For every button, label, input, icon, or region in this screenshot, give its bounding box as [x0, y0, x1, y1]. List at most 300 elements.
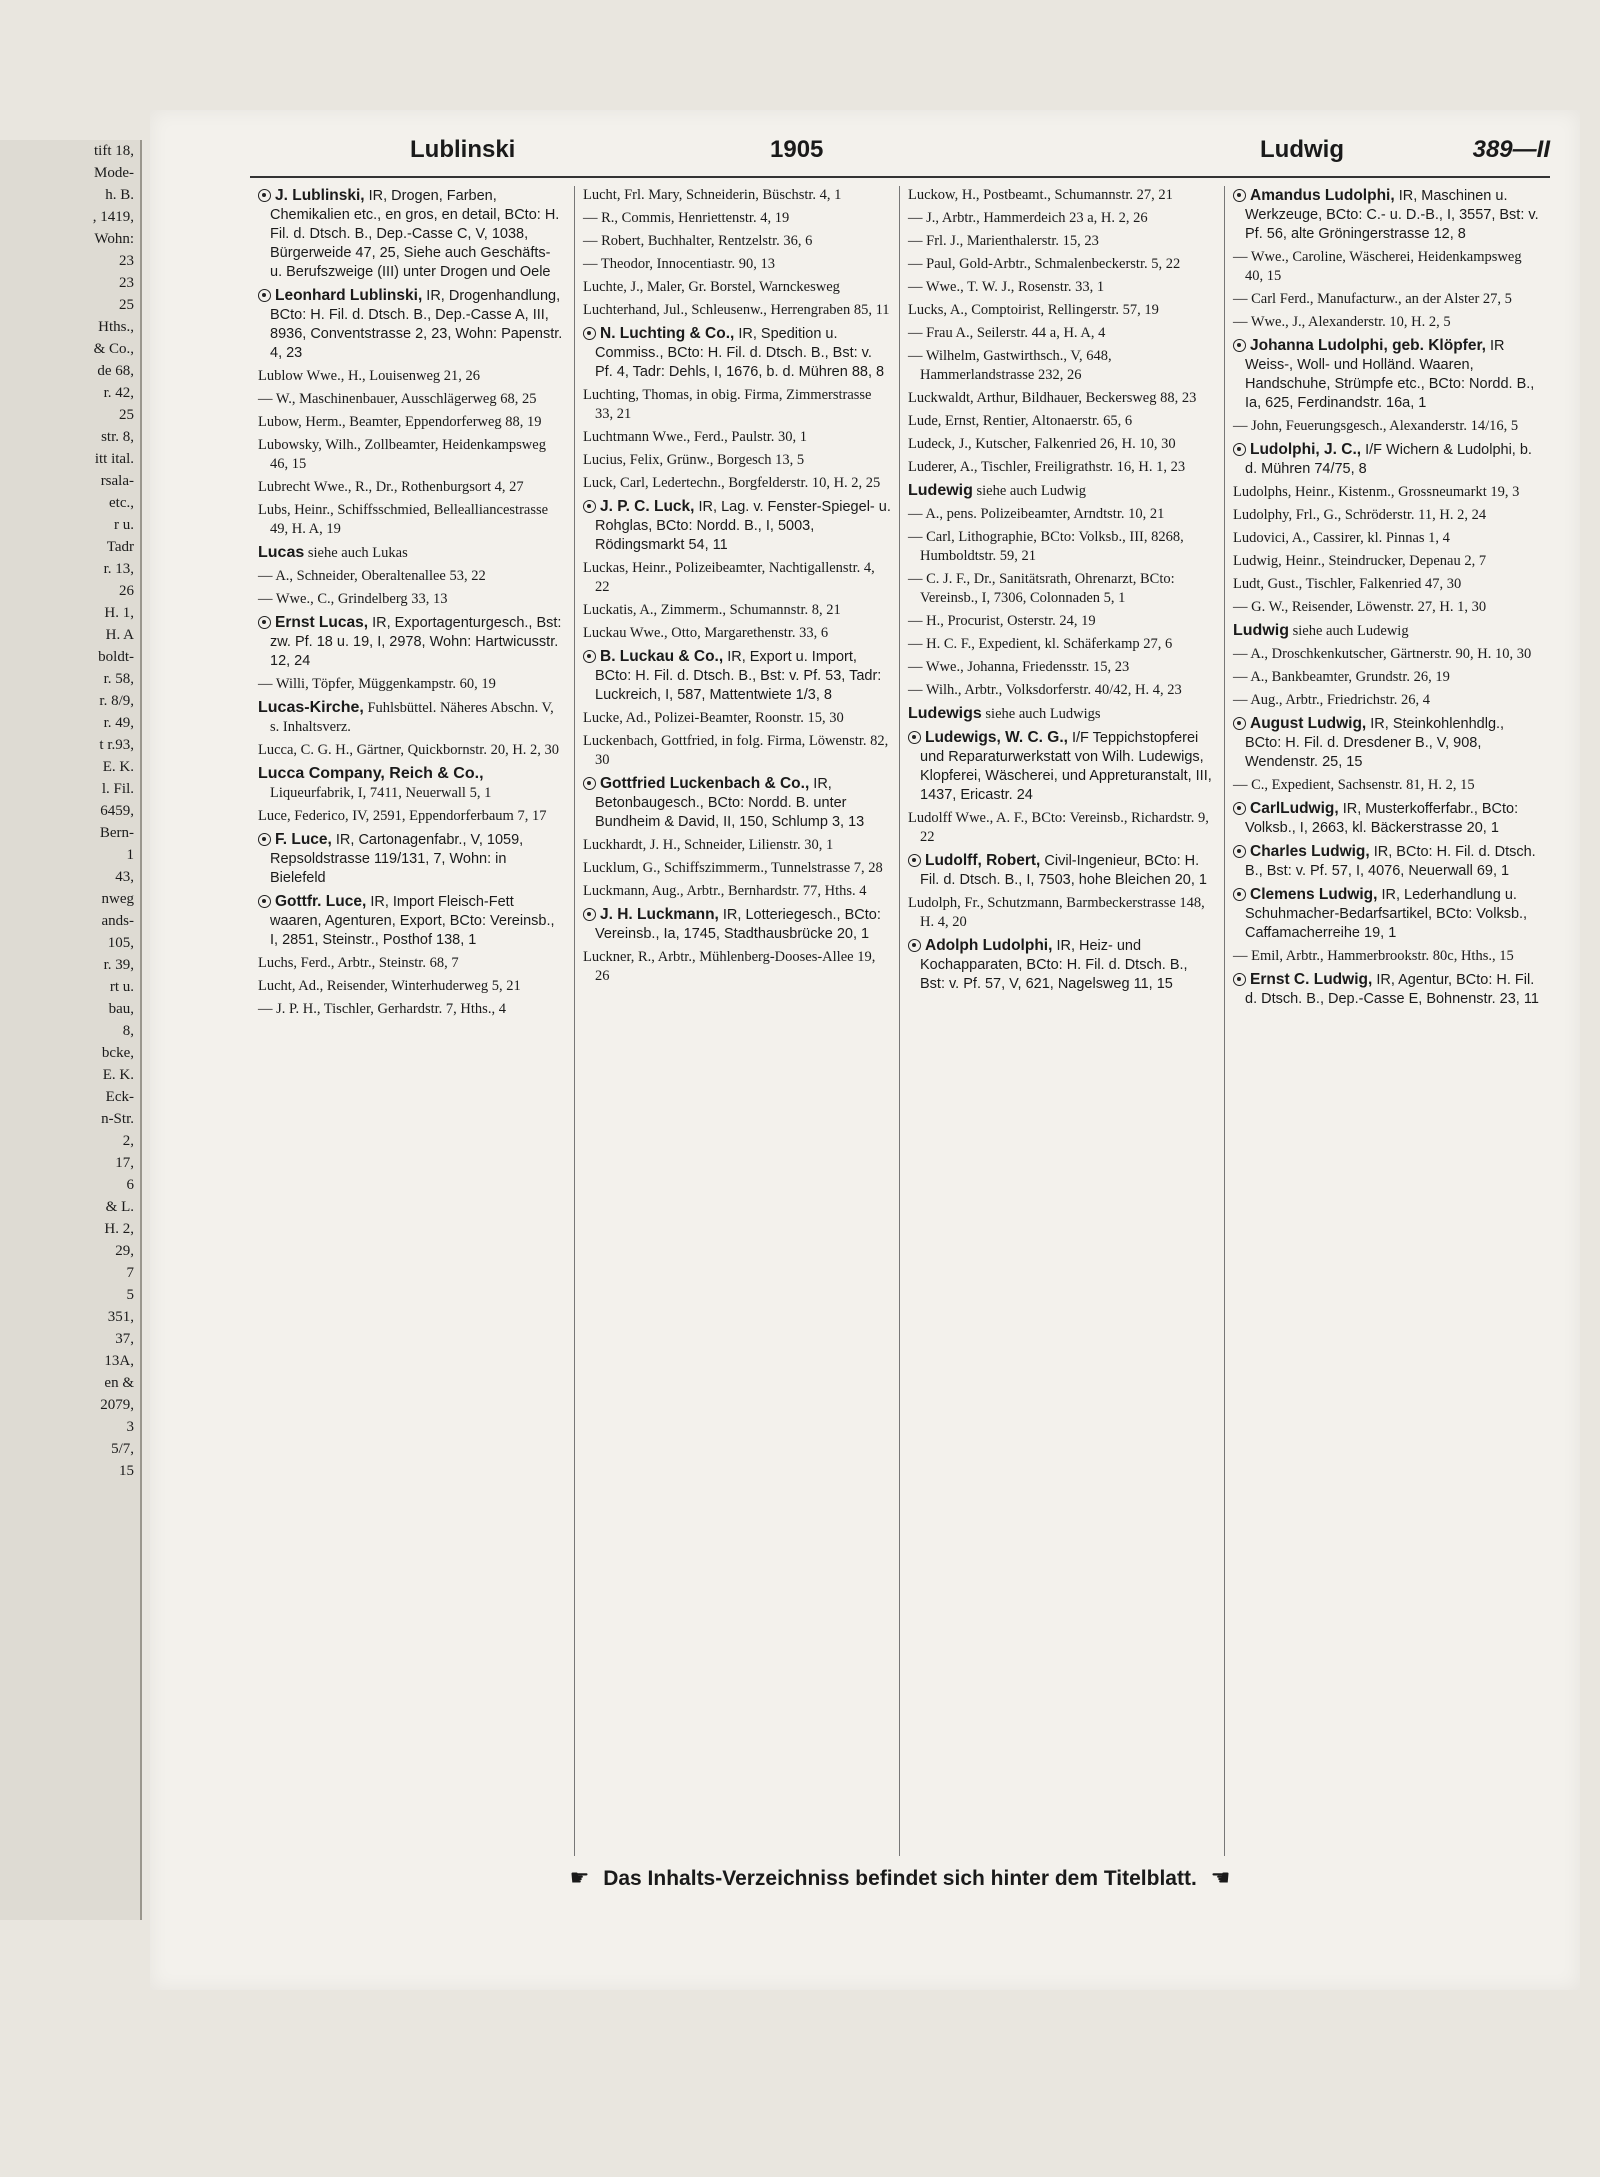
registered-firm-icon	[1233, 189, 1246, 202]
entry-details: Lubs, Heinr., Schiffsschmied, Bellealliancestrasse 49, H. A, 19	[258, 502, 549, 537]
directory-entry	[908, 278, 1216, 297]
directory-entry	[258, 390, 566, 409]
entry-details: Ludolphs, Heinr., Kistenm., Grossneumarkt 19, 3	[1233, 484, 1520, 500]
directory-entry	[258, 1000, 566, 1019]
directory-entry	[908, 458, 1216, 477]
entry-details: Luchterhand, Jul., Schleusenw., Herrengraben 85, 11	[583, 302, 890, 318]
margin-fragment: Hths.,	[98, 319, 134, 335]
directory-entry	[583, 709, 891, 728]
entry-name: Gottfried Luckenbach & Co.,	[600, 775, 810, 792]
entry-name: Lucas-Kirche,	[258, 699, 364, 716]
page-header	[250, 136, 1550, 178]
entry-details: IR Weiss-, Woll- und Holländ. Waaren, Handschuhe, Strümpfe etc., BCto: Nordd. B., Ia, 625, Ferdinandstr. 16a, 1	[1245, 338, 1535, 411]
registered-firm-icon	[258, 616, 271, 629]
directory-entry	[258, 436, 566, 474]
entry-details: IR, Heiz- und Kochapparaten, BCto: H. Fil. d. Dtsch. B., Bst: v. Pf. 57, V, 621, Nagelsweg 11, 15	[920, 938, 1188, 992]
margin-fragment: 105,	[107, 935, 134, 951]
entry-details: siehe auch Lukas	[307, 545, 408, 561]
directory-entry	[583, 301, 891, 320]
directory-entry	[583, 232, 891, 251]
directory-entry	[1233, 668, 1542, 687]
margin-fragment: t r.93,	[99, 737, 134, 753]
entry-details: Fuhlsbüttel. Näheres Abschn. V, s. Inhaltsverz.	[270, 700, 554, 735]
entry-details: — A., Bankbeamter, Grundstr. 26, 19	[1233, 669, 1450, 685]
entry-details: Lucca, C. G. H., Gärtner, Quickbornstr. 20, H. 2, 30	[258, 742, 560, 758]
margin-fragment: 6	[126, 1177, 134, 1193]
directory-entry	[1233, 506, 1542, 525]
entry-details: Lude, Ernst, Rentier, Altonaerstr. 65, 6	[908, 413, 1133, 429]
margin-fragment: Mode-	[94, 165, 134, 181]
directory-entry	[583, 624, 891, 643]
entry-details: I/F Wichern & Ludolphi, b. d. Mühren 74/75, 8	[1245, 442, 1532, 477]
firm-entry	[258, 892, 566, 950]
directory-entry	[258, 590, 566, 609]
margin-fragment: n-Str.	[101, 1111, 134, 1127]
entry-details: IR, Exportagenturgesch., Bst: zw. Pf. 18 u. 19, I, 2978, Wohn: Hartwicusstr. 12, 24	[270, 615, 562, 669]
directory-entry	[1233, 290, 1542, 309]
section-heading-entry	[258, 764, 566, 803]
directory-entry	[1233, 691, 1542, 710]
entry-name: J. H. Luckmann,	[600, 906, 719, 923]
entry-details: — R., Commis, Henriettenstr. 4, 19	[583, 210, 790, 226]
entry-name: J. Lublinski,	[275, 187, 365, 204]
margin-fragment: E. K.	[102, 759, 134, 775]
entry-details: — Willi, Töpfer, Müggenkampstr. 60, 19	[258, 676, 496, 692]
entry-details: IR, Export u. Import, BCto: H. Fil. d. Dtsch. B., Bst: v. Pf. 53, Tadr: Luckreich, I, 587, Mattentwiete 1/3, 8	[595, 649, 882, 703]
margin-fragment: Wohn:	[94, 231, 134, 247]
entry-details: — Wwe., Johanna, Friedensstr. 15, 23	[908, 659, 1130, 675]
section-heading-entry	[908, 704, 1216, 724]
directory-entry	[583, 732, 891, 770]
entry-details: — H., Procurist, Osterstr. 24, 19	[908, 613, 1096, 629]
registered-firm-icon	[1233, 845, 1246, 858]
entry-details: Lucius, Felix, Grünw., Borgesch 13, 5	[583, 452, 805, 468]
entry-name: Lucca Company, Reich & Co.,	[258, 765, 484, 782]
registered-firm-icon	[1233, 973, 1246, 986]
entry-details: IR, Agentur, BCto: H. Fil. d. Dtsch. B., Dep.-Casse E, Bohnenstr. 23, 11	[1245, 972, 1539, 1007]
margin-fragment: 13A,	[104, 1353, 134, 1369]
directory-entry	[908, 347, 1216, 385]
entry-details: Lubrecht Wwe., R., Dr., Rothenburgsort 4, 27	[258, 479, 524, 495]
entry-details: IR, BCto: H. Fil. d. Dtsch. B., Bst: v. Pf. 57, I, 4076, Neuerwall 69, 1	[1245, 844, 1536, 879]
directory-entry	[1233, 529, 1542, 548]
entry-details: I/F Teppichstopferei und Reparaturwerkstatt von Wilh. Ludewigs, Klopferei, Wäscherei, und Appreturanstalt, III, 1437, Ericastr. 24	[920, 730, 1212, 803]
entry-name: August Ludwig,	[1250, 715, 1367, 732]
pointing-hand-left-icon: ☚	[1210, 1866, 1231, 1891]
directory-entry	[908, 301, 1216, 320]
directory-entry	[908, 255, 1216, 274]
entry-details: — Paul, Gold-Arbtr., Schmalenbeckerstr. 5, 22	[908, 256, 1181, 272]
margin-fragment: 5	[126, 1287, 134, 1303]
directory-entry	[908, 412, 1216, 431]
entry-details: IR, Import Fleisch-Fett waaren, Agenturen, Export, BCto: Vereinsb., I, 2851, Steinstr., Posthof 138, 1	[270, 894, 555, 948]
directory-entry	[583, 836, 891, 855]
directory-entry	[258, 807, 566, 826]
margin-fragment: r. 39,	[103, 957, 134, 973]
margin-fragment: rsala-	[100, 473, 134, 489]
entry-details: — Emil, Arbtr., Hammerbrookstr. 80c, Hths., 15	[1233, 948, 1514, 964]
directory-entry	[583, 859, 891, 878]
entry-name: F. Luce,	[275, 831, 332, 848]
previous-page-margin-strip	[0, 140, 142, 1920]
margin-fragment: r u.	[114, 517, 134, 533]
entry-details: — Theodor, Innocentiastr. 90, 13	[583, 256, 776, 272]
directory-entry	[908, 209, 1216, 228]
margin-fragment: r. 58,	[103, 671, 134, 687]
entry-details: — J. P. H., Tischler, Gerhardstr. 7, Hths., 4	[258, 1001, 506, 1017]
entry-details: Luchte, J., Maler, Gr. Borstel, Warnckesweg	[583, 279, 840, 295]
entry-name: Ludolphi, J. C.,	[1250, 441, 1362, 458]
margin-fragment: 1	[126, 847, 134, 863]
margin-fragment: & L.	[105, 1199, 134, 1215]
directory-entry	[1233, 598, 1542, 617]
margin-fragment: , 1419,	[92, 209, 134, 225]
firm-entry	[908, 728, 1216, 805]
entry-details: — Wilh., Arbtr., Volksdorferstr. 40/42, H. 4, 23	[908, 682, 1182, 698]
margin-fragment: bau,	[108, 1001, 134, 1017]
entry-details: IR, Drogenhandlung, BCto: H. Fil. d. Dtsch. B., Dep.-Casse A, III, 8936, Conventstrasse 2, 23, Wohn: Papenstr. 4, 23	[270, 288, 563, 361]
margin-fragment: etc.,	[109, 495, 134, 511]
entry-details: IR, Betonbaugesch., BCto: Nordd. B. unter Bundheim & David, II, 150, Schlump 3, 13	[595, 776, 865, 830]
margin-fragment: 2,	[122, 1133, 134, 1149]
column-4	[1225, 186, 1550, 1856]
directory-entry	[583, 278, 891, 297]
firm-entry	[1233, 885, 1542, 943]
entry-details: Luchtmann Wwe., Ferd., Paulstr. 30, 1	[583, 429, 808, 445]
margin-fragment: en &	[104, 1375, 134, 1391]
margin-fragment: 7	[126, 1265, 134, 1281]
entry-details: IR, Musterkofferfabr., BCto: Volksb., I, 2663, kl. Bäckerstrasse 20, 1	[1245, 801, 1519, 836]
margin-fragment: 17,	[115, 1155, 134, 1171]
margin-fragment: 25	[119, 297, 134, 313]
firm-entry	[583, 647, 891, 705]
entry-details: Ludolph, Fr., Schutzmann, Barmbeckerstrasse 148, H. 4, 20	[908, 895, 1205, 930]
entry-details: Luckner, R., Arbtr., Mühlenberg-Dooses-Allee 19, 26	[583, 949, 876, 984]
margin-fragment: H. 2,	[104, 1221, 134, 1237]
entry-details: — Wwe., J., Alexanderstr. 10, H. 2, 5	[1233, 314, 1451, 330]
entry-details: Lucks, A., Comptoirist, Rellingerstr. 57, 19	[908, 302, 1159, 318]
firm-entry	[583, 324, 891, 382]
directory-entry	[1233, 575, 1542, 594]
entry-name: Leonhard Lublinski,	[275, 287, 423, 304]
entry-details: Luderer, A., Tischler, Freiligrathstr. 16, H. 1, 23	[908, 459, 1186, 475]
margin-fragment: boldt-	[98, 649, 134, 665]
margin-fragment: 15	[119, 1463, 134, 1479]
column-1	[250, 186, 575, 1856]
directory-entry	[583, 601, 891, 620]
directory-entry	[908, 389, 1216, 408]
margin-fragment: Tadr	[106, 539, 134, 555]
entry-details: IR, Lotteriegesch., BCto: Vereinsb., Ia, 1745, Stadthausbrücke 20, 1	[595, 907, 881, 942]
margin-fragment: Eck-	[105, 1089, 134, 1105]
directory-entry	[258, 567, 566, 586]
directory-entry	[1233, 645, 1542, 664]
firm-entry	[1233, 799, 1542, 838]
firm-entry	[1233, 970, 1542, 1009]
directory-entry	[583, 474, 891, 493]
firm-entry	[258, 613, 566, 671]
entry-details: — A., Schneider, Oberaltenallee 53, 22	[258, 568, 486, 584]
registered-firm-icon	[583, 650, 596, 663]
column-3	[900, 186, 1225, 1856]
firm-entry	[1233, 440, 1542, 479]
entry-details: — Wwe., C., Grindelberg 33, 13	[258, 591, 448, 607]
entry-details: — W., Maschinenbauer, Ausschlägerweg 68, 25	[258, 391, 537, 407]
firm-entry	[258, 286, 566, 363]
entry-name: Ludewigs	[908, 705, 982, 722]
entry-details: siehe auch Ludwig	[976, 483, 1087, 499]
page-footer-note	[250, 1866, 1550, 1891]
directory-entry	[908, 612, 1216, 631]
entry-name: Ludewigs, W. C. G.,	[925, 729, 1068, 746]
entry-details: — Carl Ferd., Manufacturw., an der Alster 27, 5	[1233, 291, 1512, 307]
registered-firm-icon	[583, 500, 596, 513]
directory-entry	[1233, 947, 1542, 966]
entry-details: Ludovici, A., Cassirer, kl. Pinnas 1, 4	[1233, 530, 1450, 546]
margin-fragment: tift 18,	[94, 143, 134, 159]
directory-entry	[583, 386, 891, 424]
entry-details: — Frau A., Seilerstr. 44 a, H. A, 4	[908, 325, 1106, 341]
margin-fragment: & Co.,	[93, 341, 134, 357]
margin-fragment: nweg	[101, 891, 134, 907]
directory-entry	[258, 501, 566, 539]
registered-firm-icon	[583, 908, 596, 921]
entry-name: Ernst Lucas,	[275, 614, 369, 631]
entry-details: — Robert, Buchhalter, Rentzelstr. 36, 6	[583, 233, 813, 249]
margin-fragment: 26	[119, 583, 134, 599]
directory-entry	[908, 681, 1216, 700]
firm-entry	[258, 830, 566, 888]
section-heading-entry	[1233, 621, 1542, 641]
entry-details: — C., Expedient, Sachsenstr. 81, H. 2, 15	[1233, 777, 1475, 793]
entry-details: — Frl. J., Marienthalerstr. 15, 23	[908, 233, 1099, 249]
entry-details: Lucklum, G., Schiffszimmerm., Tunnelstrasse 7, 28	[583, 860, 883, 876]
entry-details: Lubow, Herm., Beamter, Eppendorferweg 88, 19	[258, 414, 542, 430]
registered-firm-icon	[1233, 802, 1246, 815]
entry-name: Gottfr. Luce,	[275, 893, 367, 910]
entry-details: Luckow, H., Postbeamt., Schumannstr. 27, 21	[908, 187, 1173, 203]
entry-details: IR, Cartonagenfabr., V, 1059, Repsoldstrasse 119/131, 7, Wohn: in Bielefeld	[270, 832, 524, 886]
margin-fragment: r. 8/9,	[99, 693, 134, 709]
registered-firm-icon	[258, 189, 271, 202]
margin-fragment: 8,	[122, 1023, 134, 1039]
entry-details: Luckmann, Aug., Arbtr., Bernhardstr. 77, Hths. 4	[583, 883, 867, 899]
directory-entry	[1233, 483, 1542, 502]
margin-fragment: Bern-	[99, 825, 134, 841]
firm-entry	[258, 186, 566, 282]
margin-fragment: H. 1,	[104, 605, 134, 621]
entry-details: — J., Arbtr., Hammerdeich 23 a, H. 2, 26	[908, 210, 1148, 226]
directory-entry	[583, 948, 891, 986]
directory-entry	[908, 232, 1216, 251]
header-last-entry: Ludwig	[1260, 136, 1344, 163]
entry-name: Ludolff, Robert,	[925, 852, 1041, 869]
directory-entry	[583, 882, 891, 901]
directory-entry	[583, 209, 891, 228]
firm-entry	[1233, 714, 1542, 772]
margin-fragment: h. B.	[105, 187, 134, 203]
directory-entry	[583, 559, 891, 597]
entry-name: Ludewig	[908, 482, 973, 499]
entry-details: Luck, Carl, Ledertechn., Borgfelderstr. 10, H. 2, 25	[583, 475, 881, 491]
entry-details: — Wilhelm, Gastwirthsch., V, 648, Hammerlandstrasse 232, 26	[908, 348, 1112, 383]
directory-entry	[583, 186, 891, 205]
entry-details: Lubowsky, Wilh., Zollbeamter, Heidenkampsweg 46, 15	[258, 437, 546, 472]
directory-entry	[908, 635, 1216, 654]
section-heading-entry	[258, 698, 566, 737]
margin-fragment: 23	[119, 275, 134, 291]
entry-details: Luckenbach, Gottfried, in folg. Firma, Löwenstr. 82, 30	[583, 733, 889, 768]
entry-details: Luckatis, A., Zimmerm., Schumannstr. 8, 21	[583, 602, 841, 618]
directory-entry	[908, 894, 1216, 932]
entry-details: Lucht, Frl. Mary, Schneiderin, Büschstr. 4, 1	[583, 187, 842, 203]
margin-fragment: 37,	[115, 1331, 134, 1347]
directory-entry	[583, 428, 891, 447]
directory-entry	[258, 413, 566, 432]
entry-details: — C. J. F., Dr., Sanitätsrath, Ohrenarzt, BCto: Vereinsb., I, 7306, Colonnaden 5, 1	[908, 571, 1175, 606]
entry-details: Ludeck, J., Kutscher, Falkenried 26, H. 10, 30	[908, 436, 1176, 452]
directory-entry	[908, 505, 1216, 524]
margin-fragment: r. 49,	[103, 715, 134, 731]
entry-details: IR, Steinkohlenhdlg., BCto: H. Fil. d. Dresdener B., V, 908, Wendenstr. 25, 15	[1245, 716, 1505, 770]
margin-fragment: 2079,	[100, 1397, 134, 1413]
entry-details: Lucke, Ad., Polizei-Beamter, Roonstr. 15, 30	[583, 710, 844, 726]
directory-entry	[583, 451, 891, 470]
directory-entry	[258, 367, 566, 386]
margin-fragment: 29,	[115, 1243, 134, 1259]
entry-details: Lucht, Ad., Reisender, Winterhuderweg 5, 21	[258, 978, 521, 994]
directory-entry	[908, 528, 1216, 566]
entry-details: — Carl, Lithographie, BCto: Volksb., III, 8268, Humboldtstr. 59, 21	[908, 529, 1184, 564]
header-first-entry: Lublinski	[410, 136, 516, 163]
entry-name: Charles Ludwig,	[1250, 843, 1370, 860]
margin-fragment: bcke,	[101, 1045, 134, 1061]
directory-entry	[1233, 248, 1542, 286]
entry-name: Adolph Ludolphi,	[925, 937, 1053, 954]
margin-fragment: 6459,	[100, 803, 134, 819]
entry-details: IR, Lederhandlung u. Schuhmacher-Bedarfsartikel, BCto: Volksb., Caffamacherreihe 19, 1	[1245, 887, 1528, 941]
entry-details: — G. W., Reisender, Löwenstr. 27, H. 1, 30	[1233, 599, 1487, 615]
directory-entry	[258, 675, 566, 694]
registered-firm-icon	[1233, 888, 1246, 901]
directory-entry	[258, 478, 566, 497]
header-year: 1905	[770, 136, 824, 163]
entry-details: Ludolphy, Frl., G., Schröderstr. 11, H. 2, 24	[1233, 507, 1487, 523]
directory-entry	[908, 186, 1216, 205]
firm-entry	[1233, 186, 1542, 244]
section-heading-entry	[258, 543, 566, 563]
registered-firm-icon	[258, 895, 271, 908]
directory-entry	[1233, 776, 1542, 795]
firm-entry	[1233, 842, 1542, 881]
entry-details: Luchting, Thomas, in obig. Firma, Zimmerstrasse 33, 21	[583, 387, 872, 422]
entry-details: — John, Feuerungsgesch., Alexanderstr. 14/16, 5	[1233, 418, 1519, 434]
directory-entry	[908, 435, 1216, 454]
registered-firm-icon	[258, 289, 271, 302]
margin-fragment: r. 42,	[103, 385, 134, 401]
pointing-hand-right-icon: ☛	[569, 1866, 590, 1891]
registered-firm-icon	[1233, 717, 1246, 730]
directory-entry	[258, 977, 566, 996]
directory-entry	[258, 741, 566, 760]
entry-details: Luce, Federico, IV, 2591, Eppendorferbaum 7, 17	[258, 808, 547, 824]
entry-details: Ludt, Gust., Tischler, Falkenried 47, 30	[1233, 576, 1462, 592]
margin-fragment: 25	[119, 407, 134, 423]
directory-entry	[1233, 417, 1542, 436]
entry-name: Amandus Ludolphi,	[1250, 187, 1395, 204]
directory-entry	[258, 954, 566, 973]
directory-entry	[908, 658, 1216, 677]
margin-fragment: l. Fil.	[101, 781, 134, 797]
directory-entry	[1233, 313, 1542, 332]
firm-entry	[908, 851, 1216, 890]
entry-name: CarlLudwig,	[1250, 800, 1339, 817]
directory-entry	[908, 324, 1216, 343]
entry-name: Johanna Ludolphi, geb. Klöpfer,	[1250, 337, 1486, 354]
firm-entry	[583, 905, 891, 944]
column-2	[575, 186, 900, 1856]
entry-details: IR, Lag. v. Fenster-Spiegel- u. Rohglas, BCto: Nordd. B., I, 5003, Rödingsmarkt 54, 11	[595, 499, 891, 553]
margin-fragment: E. K.	[102, 1067, 134, 1083]
directory-entry	[908, 809, 1216, 847]
margin-fragment: de 68,	[97, 363, 134, 379]
entry-name: J. P. C. Luck,	[600, 498, 695, 515]
entry-details: — Wwe., T. W. J., Rosenstr. 33, 1	[908, 279, 1105, 295]
entry-details: Luchs, Ferd., Arbtr., Steinstr. 68, 7	[258, 955, 459, 971]
margin-fragment: rt u.	[109, 979, 134, 995]
entry-details: Luckau Wwe., Otto, Margarethenstr. 33, 6	[583, 625, 829, 641]
entry-details: — Wwe., Caroline, Wäscherei, Heidenkampsweg 40, 15	[1233, 249, 1522, 284]
footer-text: Das Inhalts-Verzeichniss befindet sich hinter dem Titelblatt.	[603, 1867, 1197, 1890]
entry-name: Lucas	[258, 544, 305, 561]
entry-name: Ludwig	[1233, 622, 1289, 639]
entry-details: Civil-Ingenieur, BCto: H. Fil. d. Dtsch. B., I, 7503, hohe Bleichen 20, 1	[920, 853, 1207, 888]
entry-details: Luckas, Heinr., Polizeibeamter, Nachtigallenstr. 4, 22	[583, 560, 875, 595]
directory-page	[150, 110, 1580, 1990]
registered-firm-icon	[908, 854, 921, 867]
entry-details: — Aug., Arbtr., Friedrichstr. 26, 4	[1233, 692, 1430, 708]
firm-entry	[583, 497, 891, 555]
entry-details: Luckwaldt, Arthur, Bildhauer, Beckersweg 88, 23	[908, 390, 1197, 406]
entry-details: siehe auch Ludwigs	[985, 706, 1101, 722]
margin-fragment: 23	[119, 253, 134, 269]
margin-fragment: ands-	[101, 913, 134, 929]
entry-details: Ludolff Wwe., A. F., BCto: Vereinsb., Richardstr. 9, 22	[908, 810, 1209, 845]
entry-details: — H. C. F., Expedient, kl. Schäferkamp 27, 6	[908, 636, 1173, 652]
registered-firm-icon	[908, 939, 921, 952]
registered-firm-icon	[583, 327, 596, 340]
margin-fragment: H. A	[105, 627, 134, 643]
margin-fragment: 43,	[115, 869, 134, 885]
directory-columns	[250, 186, 1550, 1856]
entry-name: Ernst C. Ludwig,	[1250, 971, 1373, 988]
margin-fragment: 351,	[107, 1309, 134, 1325]
firm-entry	[1233, 336, 1542, 413]
margin-fragment: r. 13,	[103, 561, 134, 577]
entry-details: siehe auch Ludewig	[1292, 623, 1409, 639]
entry-details: Ludwig, Heinr., Steindrucker, Depenau 2, 7	[1233, 553, 1487, 569]
registered-firm-icon	[908, 731, 921, 744]
entry-details: Luckhardt, J. H., Schneider, Lilienstr. 30, 1	[583, 837, 834, 853]
firm-entry	[583, 774, 891, 832]
margin-fragment: 5/7,	[111, 1441, 134, 1457]
registered-firm-icon	[583, 777, 596, 790]
header-page-number: 389—II	[1472, 136, 1550, 163]
entry-details: Lublow Wwe., H., Louisenweg 21, 26	[258, 368, 481, 384]
registered-firm-icon	[1233, 339, 1246, 352]
margin-fragment: str. 8,	[101, 429, 134, 445]
entry-name: Clemens Ludwig,	[1250, 886, 1378, 903]
